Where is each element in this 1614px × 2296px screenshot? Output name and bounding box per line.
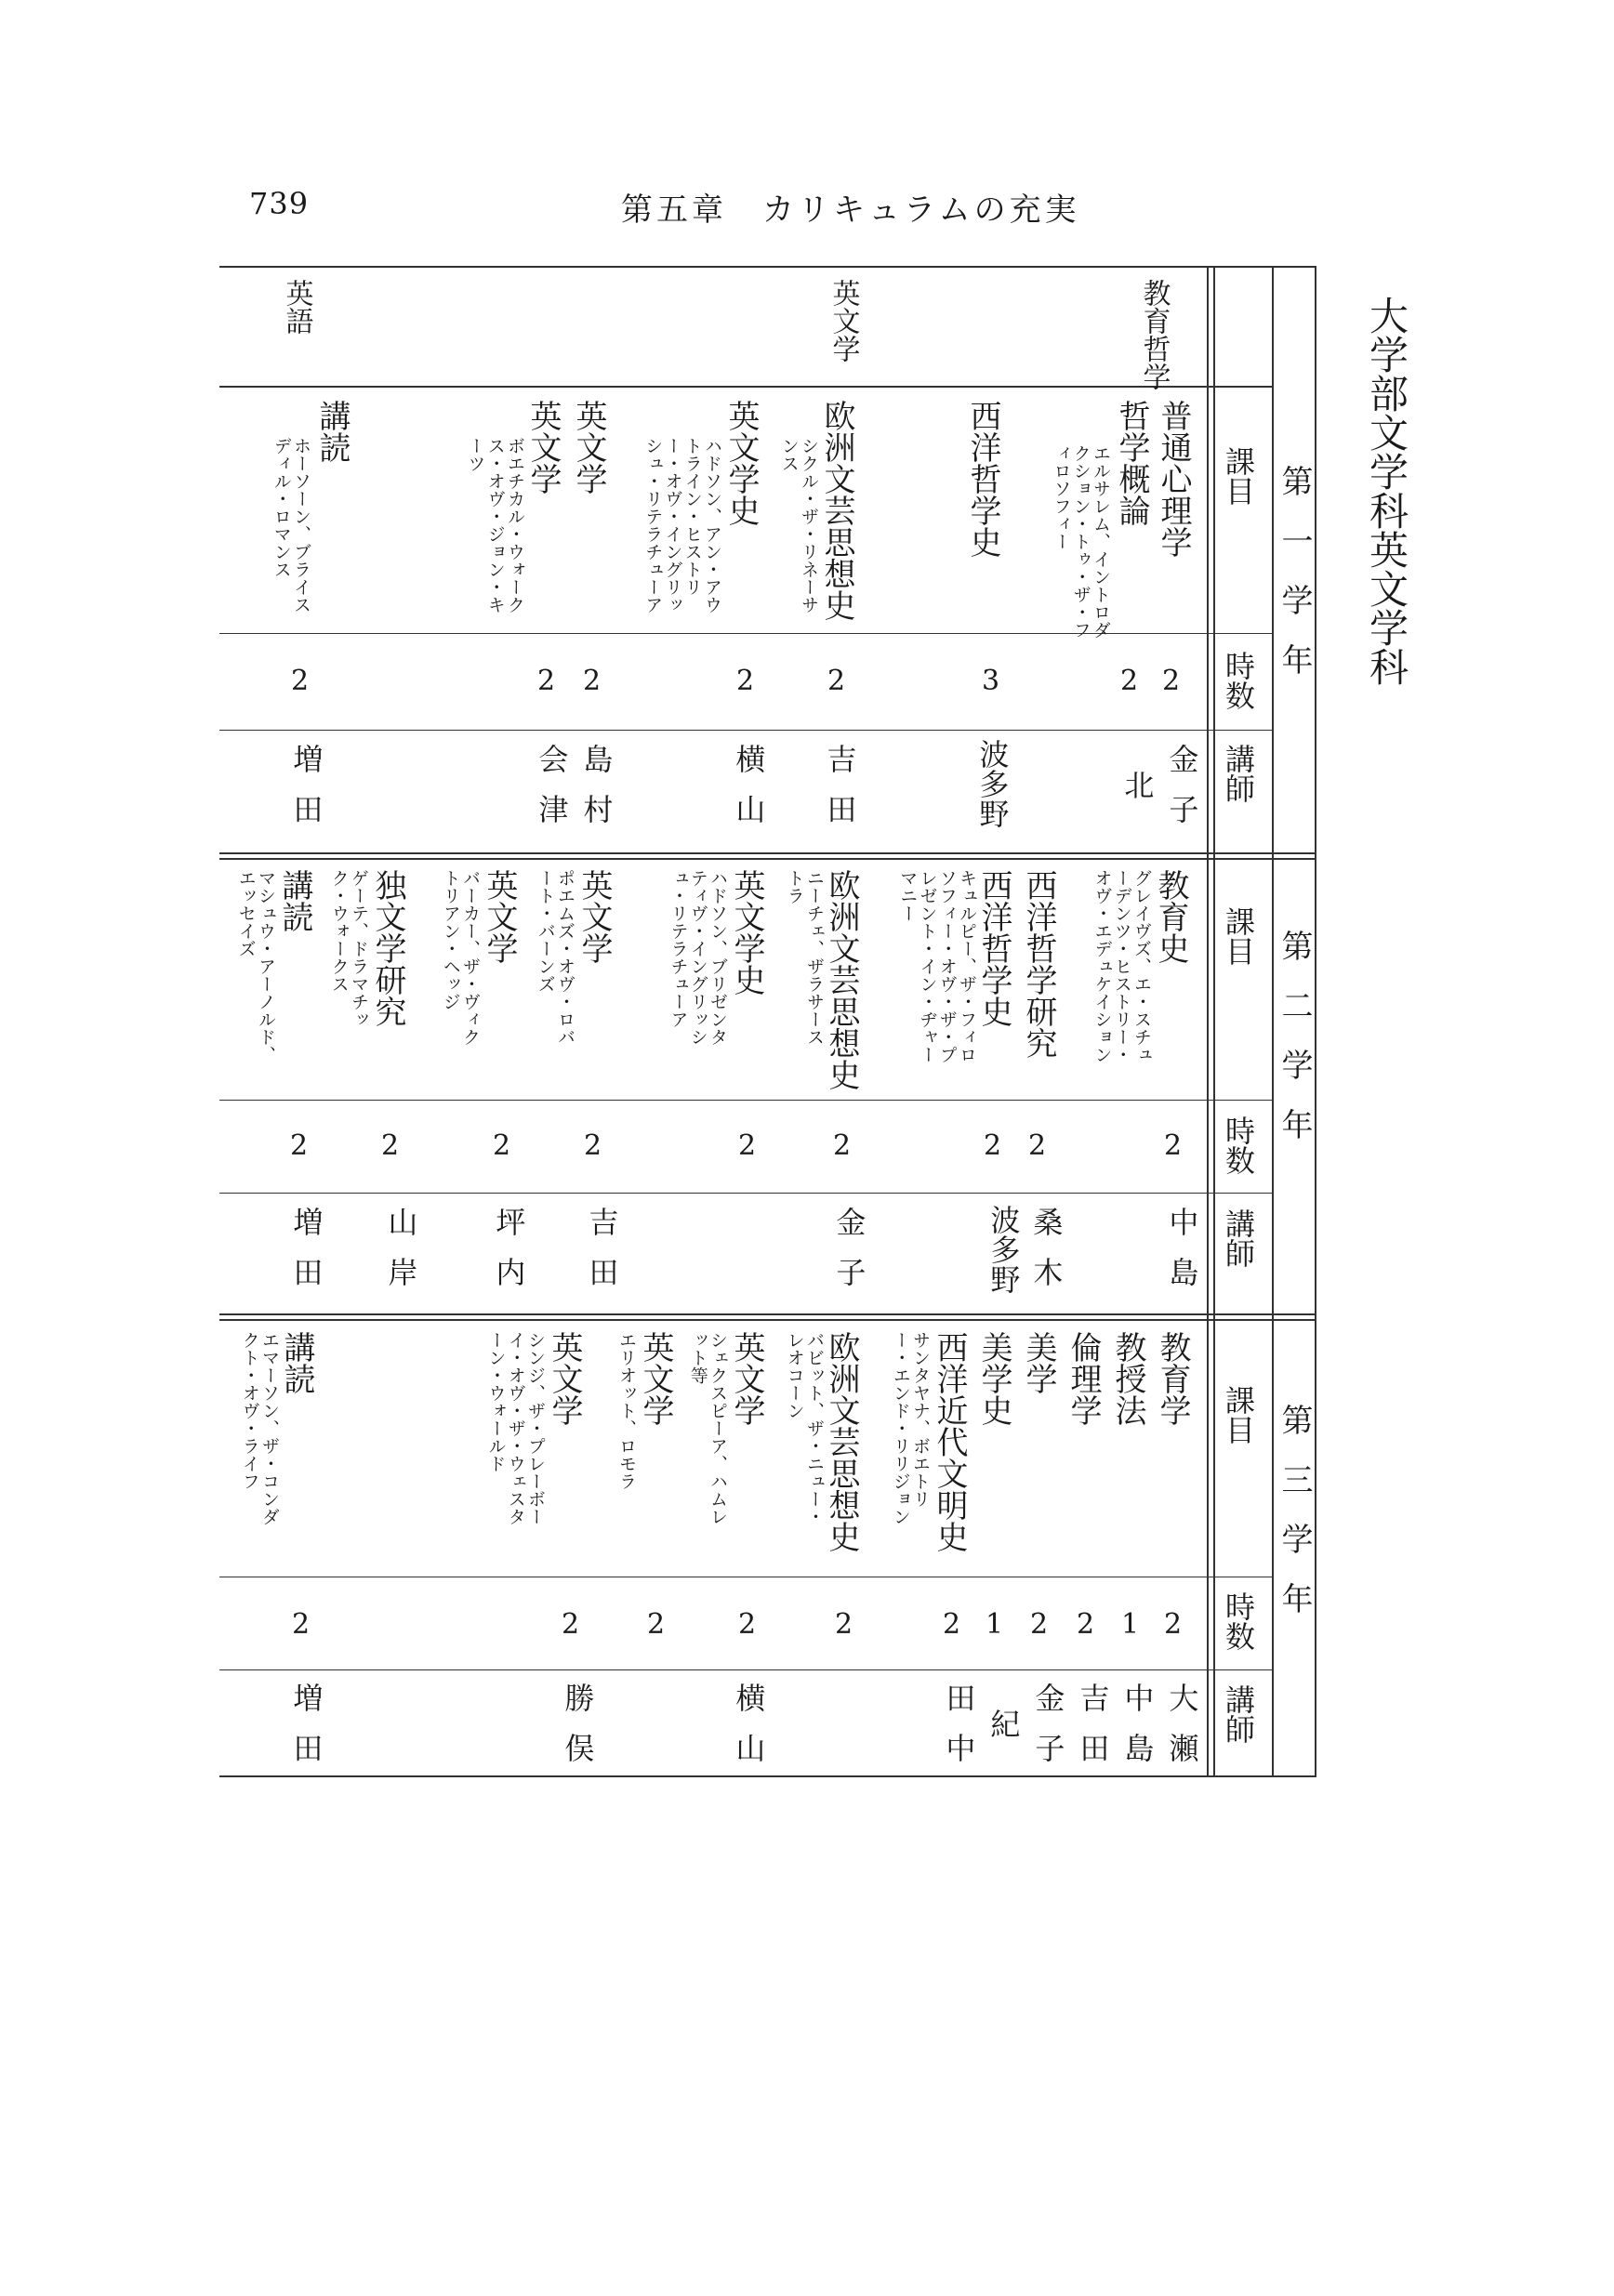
label-hours-y3: 時数 bbox=[1221, 1591, 1256, 1651]
teacher-name: 増田 bbox=[288, 744, 324, 844]
course-title: 英文学 bbox=[546, 1331, 583, 1426]
course-title: 西洋哲学史 bbox=[964, 400, 1001, 558]
hours-value: 1 bbox=[986, 1608, 1004, 1641]
course-note: シェクスピーア、ハムレット等 bbox=[687, 1331, 728, 1525]
hours-value: 2 bbox=[291, 665, 310, 697]
category-english-literature: 英文学 bbox=[827, 279, 860, 363]
teacher-name: 中島 bbox=[1119, 1682, 1156, 1783]
course-note: マシュウ・アーノルド、エッセイズ bbox=[235, 869, 276, 1063]
course-note: ホーソーン、ブライスディル・ロマンス bbox=[271, 437, 311, 614]
course-title: 西洋哲学研究 bbox=[1020, 869, 1057, 1059]
teacher-name: 横山 bbox=[731, 1682, 767, 1783]
hours-value: 2 bbox=[835, 1608, 853, 1641]
hours-value: 2 bbox=[1162, 665, 1181, 697]
teacher-name: 吉田 bbox=[584, 1207, 620, 1307]
teacher-name: 大瀬 bbox=[1164, 1682, 1200, 1783]
hours-value: 2 bbox=[1030, 1608, 1049, 1641]
course-title: 教育学 bbox=[1154, 1331, 1191, 1426]
course-note: シンジ、ザ・プレーボーイ・オヴ・ザ・ウェスターン・ウォールド bbox=[485, 1331, 546, 1525]
hours-value: 2 bbox=[738, 1129, 757, 1162]
course-title: 欧洲文芸思想史 bbox=[823, 1331, 860, 1552]
course-title: 英文学 bbox=[575, 869, 613, 964]
teacher-name: 勝俣 bbox=[560, 1682, 596, 1783]
hours-value: 2 bbox=[583, 665, 602, 697]
course-title: 普通心理学 bbox=[1155, 400, 1192, 558]
teacher-name: 島村 bbox=[578, 744, 615, 844]
teacher-name: 増田 bbox=[288, 1682, 324, 1783]
course-note: バビット、ザ・ニュー・レオコーン bbox=[784, 1331, 825, 1525]
label-teacher-y3: 講師 bbox=[1221, 1684, 1256, 1744]
teacher-name: 吉田 bbox=[822, 744, 858, 844]
teacher-name: 会津 bbox=[534, 744, 570, 844]
course-title: 美学史 bbox=[975, 1331, 1012, 1426]
hours-value: 2 bbox=[562, 1608, 580, 1641]
course-title: 欧洲文芸思想史 bbox=[818, 400, 855, 621]
course-note: キュルピー、ザ・フィロソフィー・オヴ・ザ・プレゼント・イン・ヂャーマニー bbox=[897, 869, 977, 1063]
year-label-2: 第二学年 bbox=[1276, 930, 1313, 1168]
course-note: グレイヴズ、エ・スチューデンツ・ヒストリー・オヴ・エデュケイション bbox=[1091, 869, 1152, 1063]
course-title: 英文学 bbox=[481, 869, 518, 964]
label-teacher-y2: 講師 bbox=[1221, 1208, 1256, 1268]
teacher-name: 中島 bbox=[1164, 1207, 1200, 1307]
course-title: 英文学史 bbox=[722, 400, 760, 526]
hours-value: 2 bbox=[1164, 1608, 1183, 1641]
hours-value: 2 bbox=[493, 1129, 511, 1162]
hours-value: 2 bbox=[984, 1129, 1002, 1162]
label-subject-y1: 課目 bbox=[1221, 446, 1256, 506]
hours-value: 2 bbox=[1164, 1129, 1183, 1162]
running-title: 第五章 カリキュラムの充実 bbox=[621, 191, 1080, 229]
page-number: 739 bbox=[249, 186, 310, 221]
hours-value: 2 bbox=[827, 665, 846, 697]
course-title: 独文学研究 bbox=[369, 869, 406, 1027]
course-title: 講読 bbox=[278, 1331, 315, 1394]
hours-value: 2 bbox=[738, 1608, 757, 1641]
hours-value: 2 bbox=[381, 1129, 400, 1162]
label-teacher-y1: 講師 bbox=[1221, 744, 1256, 803]
teacher-name: 桑木 bbox=[1028, 1207, 1065, 1307]
hours-value: 3 bbox=[982, 665, 1000, 697]
course-note: シクル・ザ・リネーサンス bbox=[778, 437, 819, 614]
teacher-name: 波多野 bbox=[974, 739, 1011, 828]
teacher-name: 吉田 bbox=[1075, 1682, 1111, 1783]
hours-value: 1 bbox=[1121, 1608, 1140, 1641]
course-note: ゲーテ、ドラマチック・ウォークス bbox=[328, 869, 369, 1028]
hours-value: 2 bbox=[292, 1608, 311, 1641]
label-subject-y2: 課目 bbox=[1221, 906, 1256, 966]
teacher-name: 金子 bbox=[1164, 744, 1200, 844]
course-note: エマーソン、ザ・コンダクト・オヴ・ライフ bbox=[239, 1331, 280, 1525]
hours-value: 2 bbox=[1120, 665, 1139, 697]
course-title: 講読 bbox=[313, 400, 351, 463]
course-title: 欧洲文芸思想史 bbox=[823, 869, 860, 1090]
course-title: 英文学 bbox=[728, 1331, 765, 1426]
course-title: 英文学 bbox=[570, 400, 607, 495]
course-note: エリオット、ロモラ bbox=[616, 1331, 637, 1490]
course-title: 英文学 bbox=[637, 1331, 674, 1426]
course-note: エルサレム、イントロダクション・トゥ・ザ・フィロソフィー bbox=[1051, 444, 1111, 639]
course-title: 西洋近代文明史 bbox=[931, 1331, 968, 1552]
hours-value: 2 bbox=[647, 1608, 666, 1641]
department-title: 大学部文学科英文学科 bbox=[1364, 296, 1409, 686]
course-title: 倫理学 bbox=[1065, 1331, 1102, 1426]
teacher-name: 横山 bbox=[731, 744, 767, 844]
year-label-1: 第一学年 bbox=[1276, 465, 1313, 703]
course-note: ハドソン、アン・アウトライン・ヒストリー・オヴ・イングリッシュ・リテラチューア bbox=[642, 437, 722, 614]
teacher-name: 坪内 bbox=[491, 1207, 527, 1307]
hours-value: 2 bbox=[290, 1129, 309, 1162]
year-label-3: 第三学年 bbox=[1276, 1404, 1313, 1642]
hours-value: 2 bbox=[537, 665, 556, 697]
hours-value: 2 bbox=[833, 1129, 852, 1162]
course-note: ハドソン、ブリゼンタティヴ・イングリッシュ・リテラチューア bbox=[668, 869, 728, 1046]
course-title: 教育史 bbox=[1152, 869, 1189, 964]
course-note: バーカー、ザ・ヴィクトリアン・ヘッジ bbox=[440, 869, 481, 1046]
course-title: 哲学概論 bbox=[1113, 400, 1150, 526]
category-english: 英語 bbox=[280, 279, 313, 335]
course-note: ニーチェ、ザラサーストラ bbox=[784, 869, 825, 1046]
hours-value: 2 bbox=[1077, 1608, 1095, 1641]
course-note: ポエムズ・オヴ・ロバート・バーンズ bbox=[535, 869, 575, 1046]
course-title: 教授法 bbox=[1109, 1331, 1146, 1426]
teacher-name: 金子 bbox=[831, 1207, 867, 1307]
hours-value: 2 bbox=[1028, 1129, 1047, 1162]
category-education-philosophy: 教育哲学 bbox=[1137, 279, 1171, 390]
label-subject-y3: 課目 bbox=[1221, 1385, 1256, 1445]
course-title: 講読 bbox=[276, 869, 313, 932]
teacher-name: 紀 bbox=[986, 1709, 1022, 1738]
teacher-name: 山岸 bbox=[383, 1207, 419, 1307]
label-hours-y2: 時数 bbox=[1221, 1115, 1256, 1175]
course-title: 英文学 bbox=[524, 400, 562, 495]
hours-value: 2 bbox=[584, 1129, 602, 1162]
course-title: 英文学史 bbox=[728, 869, 765, 996]
teacher-name: 金子 bbox=[1030, 1682, 1066, 1783]
hours-value: 2 bbox=[943, 1608, 961, 1641]
teacher-name: 増田 bbox=[288, 1207, 324, 1307]
label-hours-y1: 時数 bbox=[1221, 651, 1256, 710]
teacher-name: 田中 bbox=[941, 1682, 977, 1783]
hours-value: 2 bbox=[736, 665, 755, 697]
teacher-name: 波多野 bbox=[986, 1205, 1022, 1294]
course-note: ボエチカル・ウォークス・オヴ・ジョン・キーツ bbox=[465, 437, 525, 614]
teacher-name: 北 bbox=[1119, 770, 1156, 799]
course-note: サンタヤナ、ボエトリー・エンド・リリジョン bbox=[890, 1331, 931, 1525]
course-title: 美学 bbox=[1020, 1331, 1057, 1394]
course-title: 西洋哲学史 bbox=[975, 869, 1012, 1027]
